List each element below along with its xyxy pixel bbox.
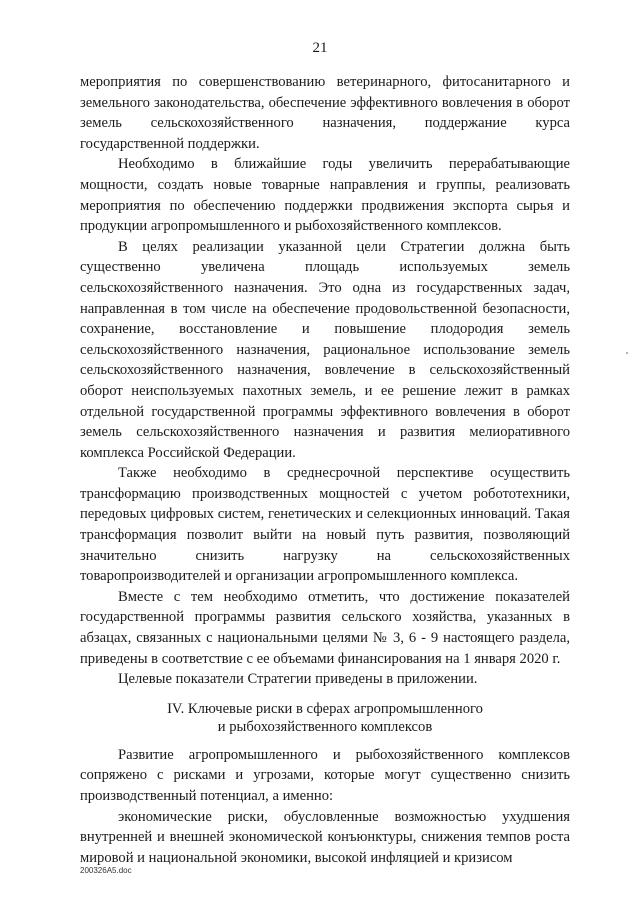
paragraph-continuation: мероприятия по совершенствованию ветеринарного, фитосанитарного и земельного законодательства, обеспечение эффективного вовлечения в оборот земель сельскохозяйственного назначения, поддержание курса государственной поддержки. [80,74,570,152]
page-number: 21 [312,40,328,56]
paragraph-target-indicators: Целевые показатели Стратегии приведены в приложении. [118,671,478,688]
section-heading-line-2: и рыбохозяйственного комплексов [217,718,433,735]
scan-mark [626,352,628,354]
paragraph-land-use: В целях реализации указанной цели Стратегии должна быть существенно увеличена площадь используемых земель сельскохозяйственного назначения. Это одна из государственных задач, направленная в том числе на обеспечение продовольственной безопасности, сохранение, восстановление и повышение плодородия земель сельскохозяйственного назначения, рациональное использование земель сельскохозяйственного назначения, вовлечение в сельскохозяйственный оборот неиспользуемых пахотных земель, и ее решение лежит в рамках отдельной государственной программы эффективного вовлечения в оборот земель сельскохозяйственного назначения и развития мелиоративного комплекса Российской Федерации. [80,238,570,461]
document-body [80,72,570,868]
section-heading-line-1: IV. Ключевые риски в сферах агропромышленного [167,700,483,717]
paragraph-indicators: Вместе с тем необходимо отметить, что достижение показателей государственной программы развития сельского хозяйства, указанных в абзацах, связанных с национальными целями № 3, 6 - 9 настоящего раздела, приведены в соответствие с ее объемами финансирования на 1 января 2020 г. [80,588,570,667]
paragraph-processing-capacity: Необходимо в ближайшие годы увеличить перерабатывающие мощности, создать новые товарные направления и группы, реализовать мероприятия по обеспечению поддержки продвижения экспорта сырья и продукции агропромышленного и рыбохозяйственного комплексов. [80,156,570,235]
paragraph-economic-risks: экономические риски, обусловленные возможностью ухудшения внутренней и внешней экономической конъюнктуры, снижения темпов роста мировой и национальной экономики, высокой инфляцией и кризисом [80,808,570,866]
footer-filename: 200326A5.doc [80,866,132,875]
paragraph-transformation: Также необходимо в среднесрочной перспективе осуществить трансформацию производственных мощностей с учетом робототехники, передовых цифровых систем, генетических и селекционных инноваций. Такая трансформация позволит выйти на новый путь развития, позволяющий значительно снизить нагрузку на сельскохозяйственных товаропроизводителей и организации агропромышленного комплекса. [80,465,570,585]
section-heading [80,700,570,736]
paragraph-risks-intro: Развитие агропромышленного и рыбохозяйственного комплексов сопряжено с рисками и угрозами, которые могут существенно снизить производственный потенциал, а именно: [80,746,570,804]
